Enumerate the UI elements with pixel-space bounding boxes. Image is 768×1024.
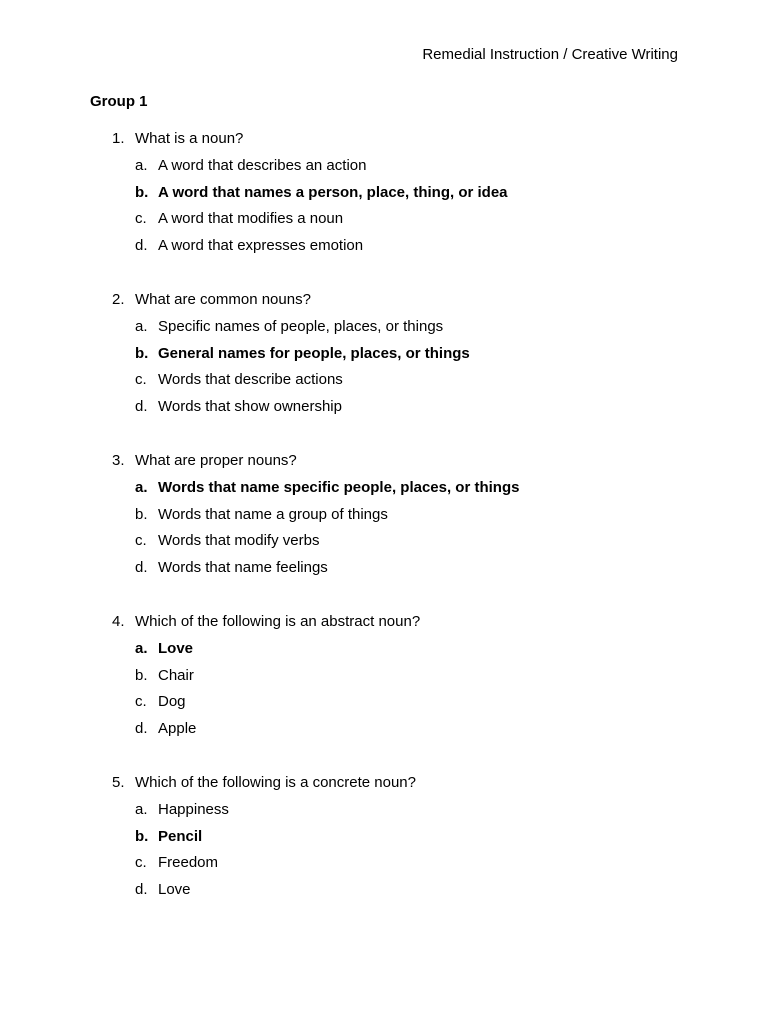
option-text: Happiness <box>158 801 229 818</box>
question-prompt <box>112 612 420 632</box>
question-text: Which of the following is an abstract noun? <box>135 613 421 630</box>
option-letter: b. <box>135 828 149 845</box>
option-letter: a. <box>135 479 148 496</box>
option-text: Apple <box>158 720 197 737</box>
option-text: Words that describe actions <box>158 371 343 388</box>
option-text: General names for people, places, or things <box>158 345 470 362</box>
option-text: Words that modify verbs <box>158 532 320 549</box>
answer-option <box>135 236 363 256</box>
answer-option <box>135 800 229 820</box>
page-header: Remedial Instruction / Creative Writing <box>422 46 678 63</box>
answer-option <box>135 397 342 417</box>
option-text: Pencil <box>158 828 203 845</box>
question-2 <box>0 290 768 451</box>
option-text: A word that names a person, place, thing, or idea <box>158 184 508 201</box>
option-letter: d. <box>135 398 148 415</box>
option-letter: c. <box>135 371 147 388</box>
option-letter: b. <box>135 345 149 362</box>
question-number: 5. <box>112 774 125 791</box>
answer-option <box>135 719 196 739</box>
option-text: Chair <box>158 667 194 684</box>
option-text: Specific names of people, places, or things <box>158 318 444 335</box>
option-letter: b. <box>135 184 149 201</box>
option-text: Dog <box>158 693 186 710</box>
option-letter: b. <box>135 667 148 684</box>
question-list <box>0 129 768 934</box>
option-letter: c. <box>135 532 147 549</box>
option-text: Freedom <box>158 854 219 871</box>
answer-option-correct <box>135 639 193 659</box>
answer-option <box>135 531 319 551</box>
answer-option-correct <box>135 183 508 203</box>
answer-option <box>135 666 194 686</box>
option-letter: b. <box>135 506 148 523</box>
answer-option <box>135 156 366 176</box>
question-4 <box>0 612 768 773</box>
answer-option <box>135 209 343 229</box>
answer-option <box>135 853 218 873</box>
answer-option-correct <box>135 478 519 498</box>
question-number: 1. <box>112 130 125 147</box>
question-3 <box>0 451 768 612</box>
option-letter: c. <box>135 854 147 871</box>
question-prompt <box>112 451 297 471</box>
option-text: A word that modifies a noun <box>158 210 344 227</box>
option-text: A word that describes an action <box>158 157 367 174</box>
answer-option-correct <box>135 827 202 847</box>
option-letter: d. <box>135 559 148 576</box>
option-text: Words that show ownership <box>158 398 342 415</box>
question-number: 3. <box>112 452 125 469</box>
option-text: A word that expresses emotion <box>158 237 364 254</box>
option-letter: d. <box>135 720 148 737</box>
question-text: Which of the following is a concrete noun? <box>135 774 416 791</box>
question-number: 2. <box>112 291 125 308</box>
option-letter: c. <box>135 693 147 710</box>
question-text: What are proper nouns? <box>135 452 297 469</box>
answer-option <box>135 880 191 900</box>
option-letter: d. <box>135 237 148 254</box>
option-text: Love <box>158 640 194 657</box>
answer-option <box>135 558 328 578</box>
option-text: Words that name a group of things <box>158 506 388 523</box>
option-text: Words that name specific people, places, or things <box>158 479 520 496</box>
option-text: Love <box>158 881 191 898</box>
question-text: What are common nouns? <box>135 291 311 308</box>
question-text: What is a noun? <box>135 130 244 147</box>
question-5 <box>0 773 768 934</box>
answer-option <box>135 317 443 337</box>
option-text: Words that name feelings <box>158 559 328 576</box>
option-letter: c. <box>135 210 147 227</box>
option-letter: a. <box>135 640 148 657</box>
answer-option <box>135 505 388 525</box>
option-letter: d. <box>135 881 148 898</box>
answer-option <box>135 370 343 390</box>
question-prompt <box>112 129 243 149</box>
answer-option <box>135 692 186 712</box>
answer-option-correct <box>135 344 470 364</box>
option-letter: a. <box>135 801 148 818</box>
option-letter: a. <box>135 157 148 174</box>
question-number: 4. <box>112 613 125 630</box>
question-prompt <box>112 773 416 793</box>
question-1 <box>0 129 768 290</box>
question-prompt <box>112 290 311 310</box>
group-title: Group 1 <box>90 93 148 110</box>
option-letter: a. <box>135 318 148 335</box>
